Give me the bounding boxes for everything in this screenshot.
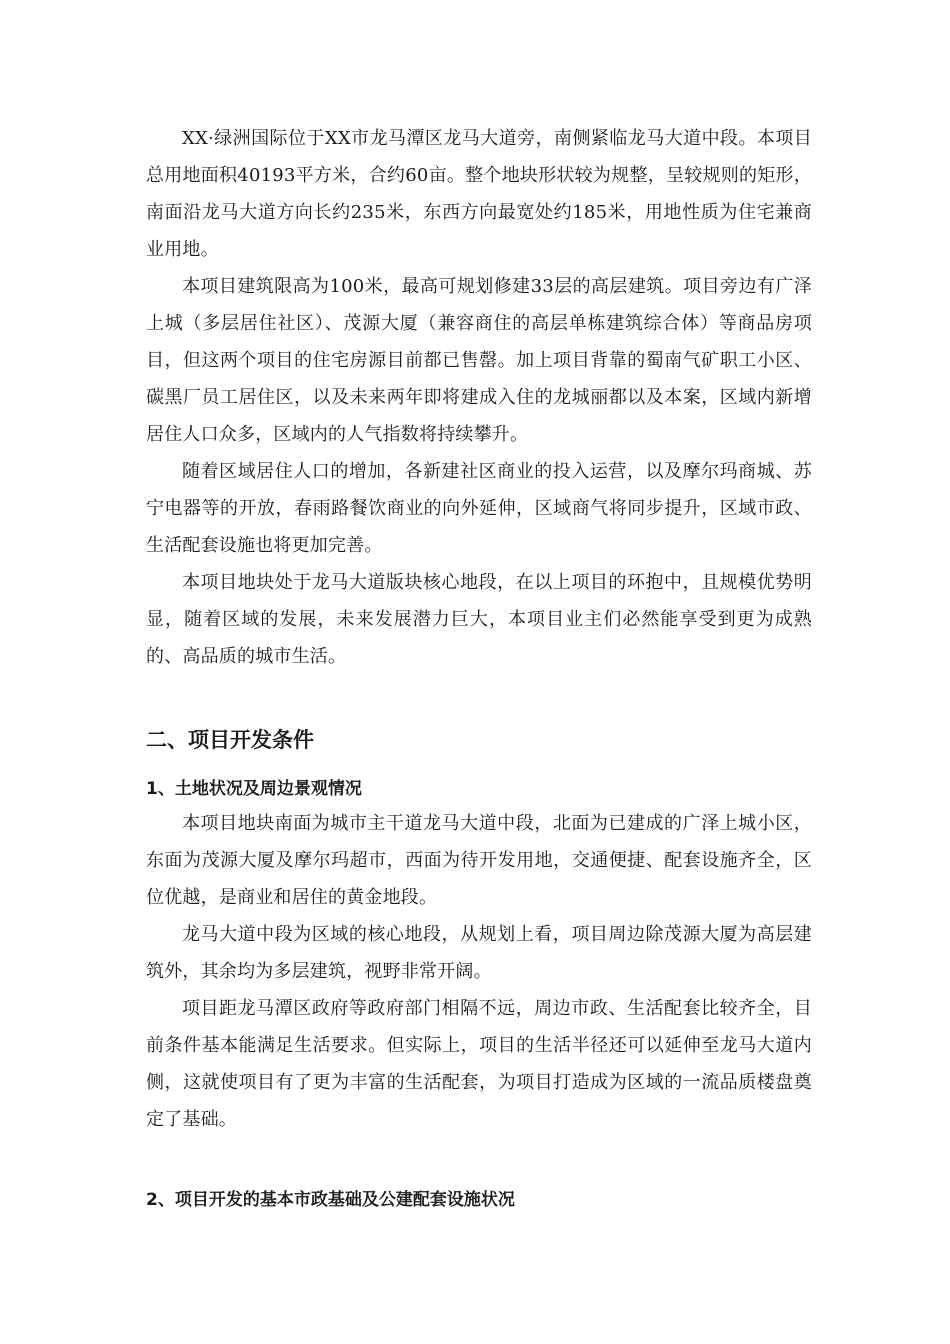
intro-paragraph-height-limit: 本项目建筑限高为100米，最高可规划修建33层的高层建筑。项目旁边有广泽上城（多层居住社区）、茂源大厦（兼容商住的高层单栋建筑综合体）等商品房项目，但这两个项目的住宅房源目前都已售罄。加上项目背靠的蜀南气矿职工小区、碳黑厂员工居住区，以及未来两年即将建成入住的龙城丽都以及本案，区域内新增居住人口众多，区域内的人气指数将持续攀升。 [146, 276, 812, 445]
subsection-heading-infrastructure: 2、项目开发的基本市政基础及公建配套设施状况 [146, 1190, 515, 1210]
section-heading-development-conditions: 二、项目开发条件 [146, 728, 314, 752]
subsection-heading-land-landscape: 1、土地状况及周边景观情况 [146, 779, 362, 799]
intro-paragraph-potential: 本项目地块处于龙马大道版块核心地段，在以上项目的环抱中，且规模优势明显，随着区域的发展，未来发展潜力巨大，本项目业主们必然能享受到更为成熟的、高品质的城市生活。 [146, 572, 812, 667]
intro-paragraph-location: XX·绿洲国际位于XX市龙马潭区龙马大道旁，南侧紧临龙马大道中段。本项目总用地面积40193平方米，合约60亩。整个地块形状较为规整，呈较规则的矩形，南面沿龙马大道方向长约235米，东西方向最宽处约185米，用地性质为住宅兼商业用地。 [146, 128, 812, 260]
land-paragraph-surroundings: 本项目地块南面为城市主干道龙马大道中段，北面为已建成的广泽上城小区，东面为茂源大厦及摩尔玛超市，西面为待开发用地，交通便捷、配套设施齐全，区位优越，是商业和居住的黄金地段。 [146, 813, 812, 908]
land-paragraph-core-location: 龙马大道中段为区域的核心地段，从规划上看，项目周边除茂源大厦为高层建筑外，其余均为多层建筑，视野非常开阔。 [146, 924, 812, 982]
document-page [146, 120, 812, 1214]
intro-paragraph-population: 随着区域居住人口的增加，各新建社区商业的投入运营，以及摩尔玛商城、苏宁电器等的开放，春雨路餐饮商业的向外延伸，区域商气将同步提升，区域市政、生活配套设施也将更加完善。 [146, 461, 812, 556]
land-paragraph-amenities: 项目距龙马潭区政府等政府部门相隔不远，周边市政、生活配套比较齐全，目前条件基本能满足生活要求。但实际上，项目的生活半径还可以延伸至龙马大道内侧，这就使项目有了更为丰富的生活配套，为项目打造成为区域的一流品质楼盘奠定了基础。 [146, 998, 812, 1130]
